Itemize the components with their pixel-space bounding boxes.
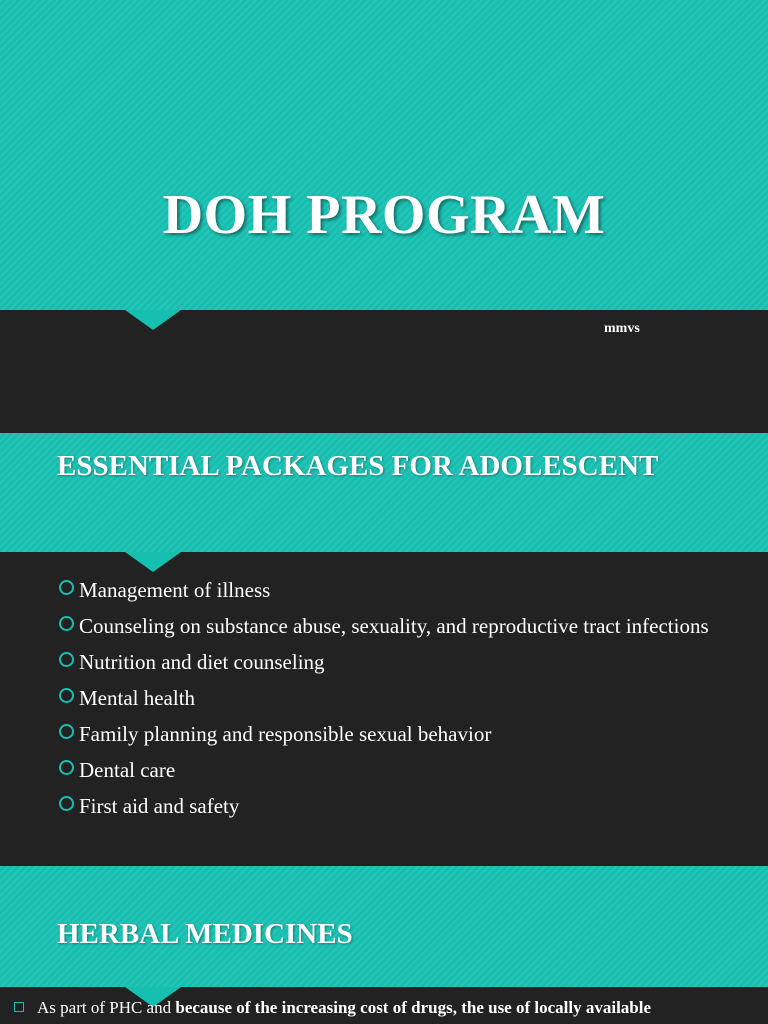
square-bullet-icon bbox=[14, 1002, 24, 1012]
list-item-text: First aid and safety bbox=[79, 794, 240, 818]
list-item-text: Family planning and responsible sexual behavior bbox=[79, 722, 492, 746]
list-item bbox=[58, 613, 738, 639]
list-item-text: Dental care bbox=[79, 758, 176, 782]
circle-bullet-icon bbox=[59, 580, 74, 595]
list-item-text: Mental health bbox=[79, 686, 196, 710]
list-item bbox=[58, 793, 738, 819]
title-slide-body bbox=[0, 310, 768, 433]
title-slide-title: DOH PROGRAM bbox=[162, 184, 606, 246]
packages-slide-title: ESSENTIAL PACKAGES FOR ADOLESCENT bbox=[57, 450, 659, 482]
packages-slide-notch bbox=[125, 552, 181, 572]
list-item-text: Nutrition and diet counseling bbox=[79, 650, 325, 674]
title-slide-notch bbox=[125, 310, 181, 330]
list-item bbox=[58, 577, 738, 603]
herbal-slide-title: HERBAL MEDICINES bbox=[57, 918, 353, 950]
circle-bullet-icon bbox=[59, 652, 74, 667]
title-slide-subtitle: mmvs bbox=[604, 321, 640, 336]
list-item-text: Counseling on substance abuse, sexuality, and reproductive tract infections bbox=[79, 614, 709, 638]
list-item bbox=[58, 685, 738, 711]
circle-bullet-icon bbox=[59, 724, 74, 739]
circle-bullet-icon bbox=[59, 616, 74, 631]
list-item bbox=[58, 721, 738, 747]
herbal-text-bold: because of the increasing cost of drugs, the use of locally available bbox=[175, 998, 652, 1017]
title-slide-header bbox=[0, 0, 768, 310]
list-item bbox=[58, 649, 738, 675]
herbal-slide-text bbox=[14, 998, 764, 1018]
circle-bullet-icon bbox=[59, 688, 74, 703]
herbal-text-plain: As part of PHC and bbox=[37, 998, 176, 1017]
packages-list bbox=[58, 577, 738, 829]
list-item-text: Management of illness bbox=[79, 578, 271, 602]
list-item bbox=[58, 757, 738, 783]
circle-bullet-icon bbox=[59, 760, 74, 775]
circle-bullet-icon bbox=[59, 796, 74, 811]
